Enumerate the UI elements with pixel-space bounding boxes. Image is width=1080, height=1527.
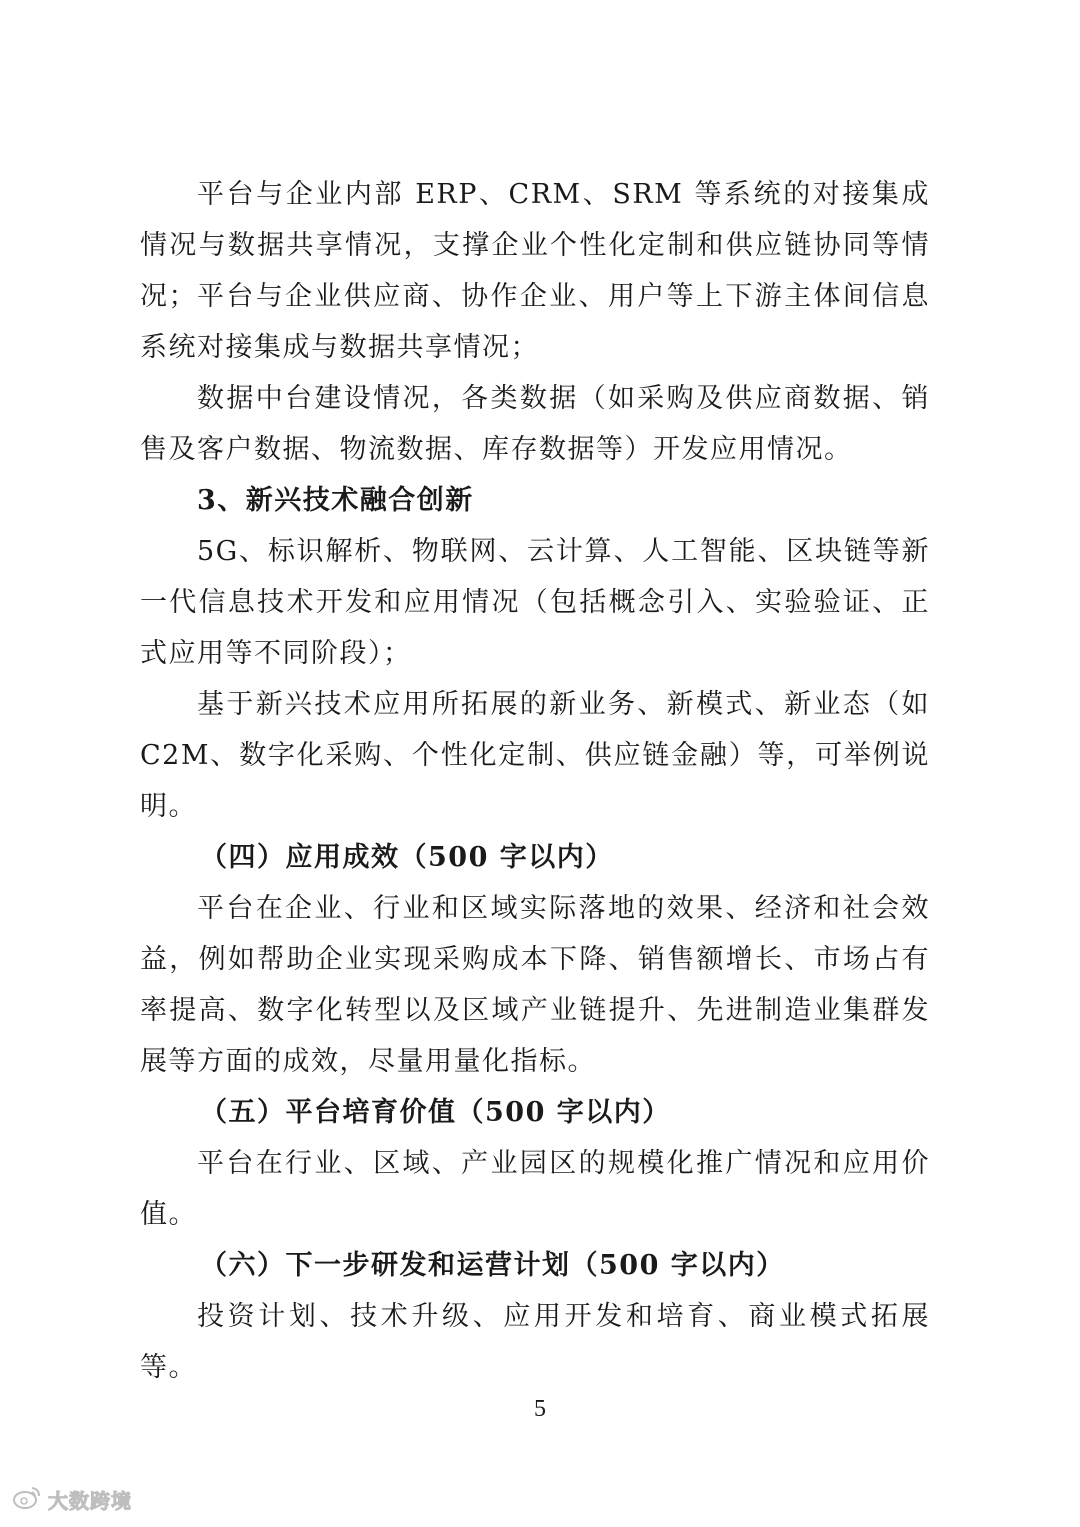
paragraph-next-plan: 投资计划、技术升级、应用开发和培育、商业模式拓展等。: [140, 1301, 930, 1383]
paragraph-new-tech: 5G、标识解析、物联网、云计算、人工智能、区块链等新一代信息技术开发和应用情况（包括概念引入、实验验证、正式应用等不同阶段）；: [140, 536, 930, 669]
section-6-heading: （六）下一步研发和运营计划（500 字以内）: [200, 1250, 785, 1281]
paragraph-erp-integration: 平台与企业内部 ERP、CRM、SRM 等系统的对接集成情况与数据共享情况，支撑企业个性化定制和供应链协同等情况；: [140, 179, 930, 312]
watermark-text: 大数跨境: [48, 1488, 132, 1513]
paragraph-new-business: 基于新兴技术应用所拓展的新业务、新模式、新业态（如 C2M、数字化采购、个性化定制、供应链金融）等，可举例说明。: [140, 689, 930, 822]
paragraph-data-platform: 数据中台建设情况，各类数据（如采购及供应商数据、销售及客户数据、物流数据、库存数据等）开发应用情况。: [140, 383, 930, 465]
page-number: 5: [534, 1396, 546, 1422]
watermark: [12, 1484, 132, 1514]
paragraph-platform-value: 平台在行业、区域、产业园区的规模化推广情况和应用价值。: [140, 1148, 930, 1230]
paragraph-supplier-integration: 平台与企业供应商、协作企业、用户等上下游主体间信息系统对接集成与数据共享情况；: [140, 281, 930, 363]
section-4-heading: （四）应用成效（500 字以内）: [200, 842, 614, 873]
section-5-heading: （五）平台培育价值（500 字以内）: [200, 1097, 671, 1128]
weibo-logo-icon: [12, 1484, 42, 1514]
section-3-heading: 3、新兴技术融合创新: [197, 485, 474, 516]
paragraph-application-results: 平台在企业、行业和区域实际落地的效果、经济和社会效益，例如帮助企业实现采购成本下降、销售额增长、市场占有率提高、数字化转型以及区域产业链提升、先进制造业集群发展等方面的成效，尽量用量化指标。: [140, 893, 930, 1077]
